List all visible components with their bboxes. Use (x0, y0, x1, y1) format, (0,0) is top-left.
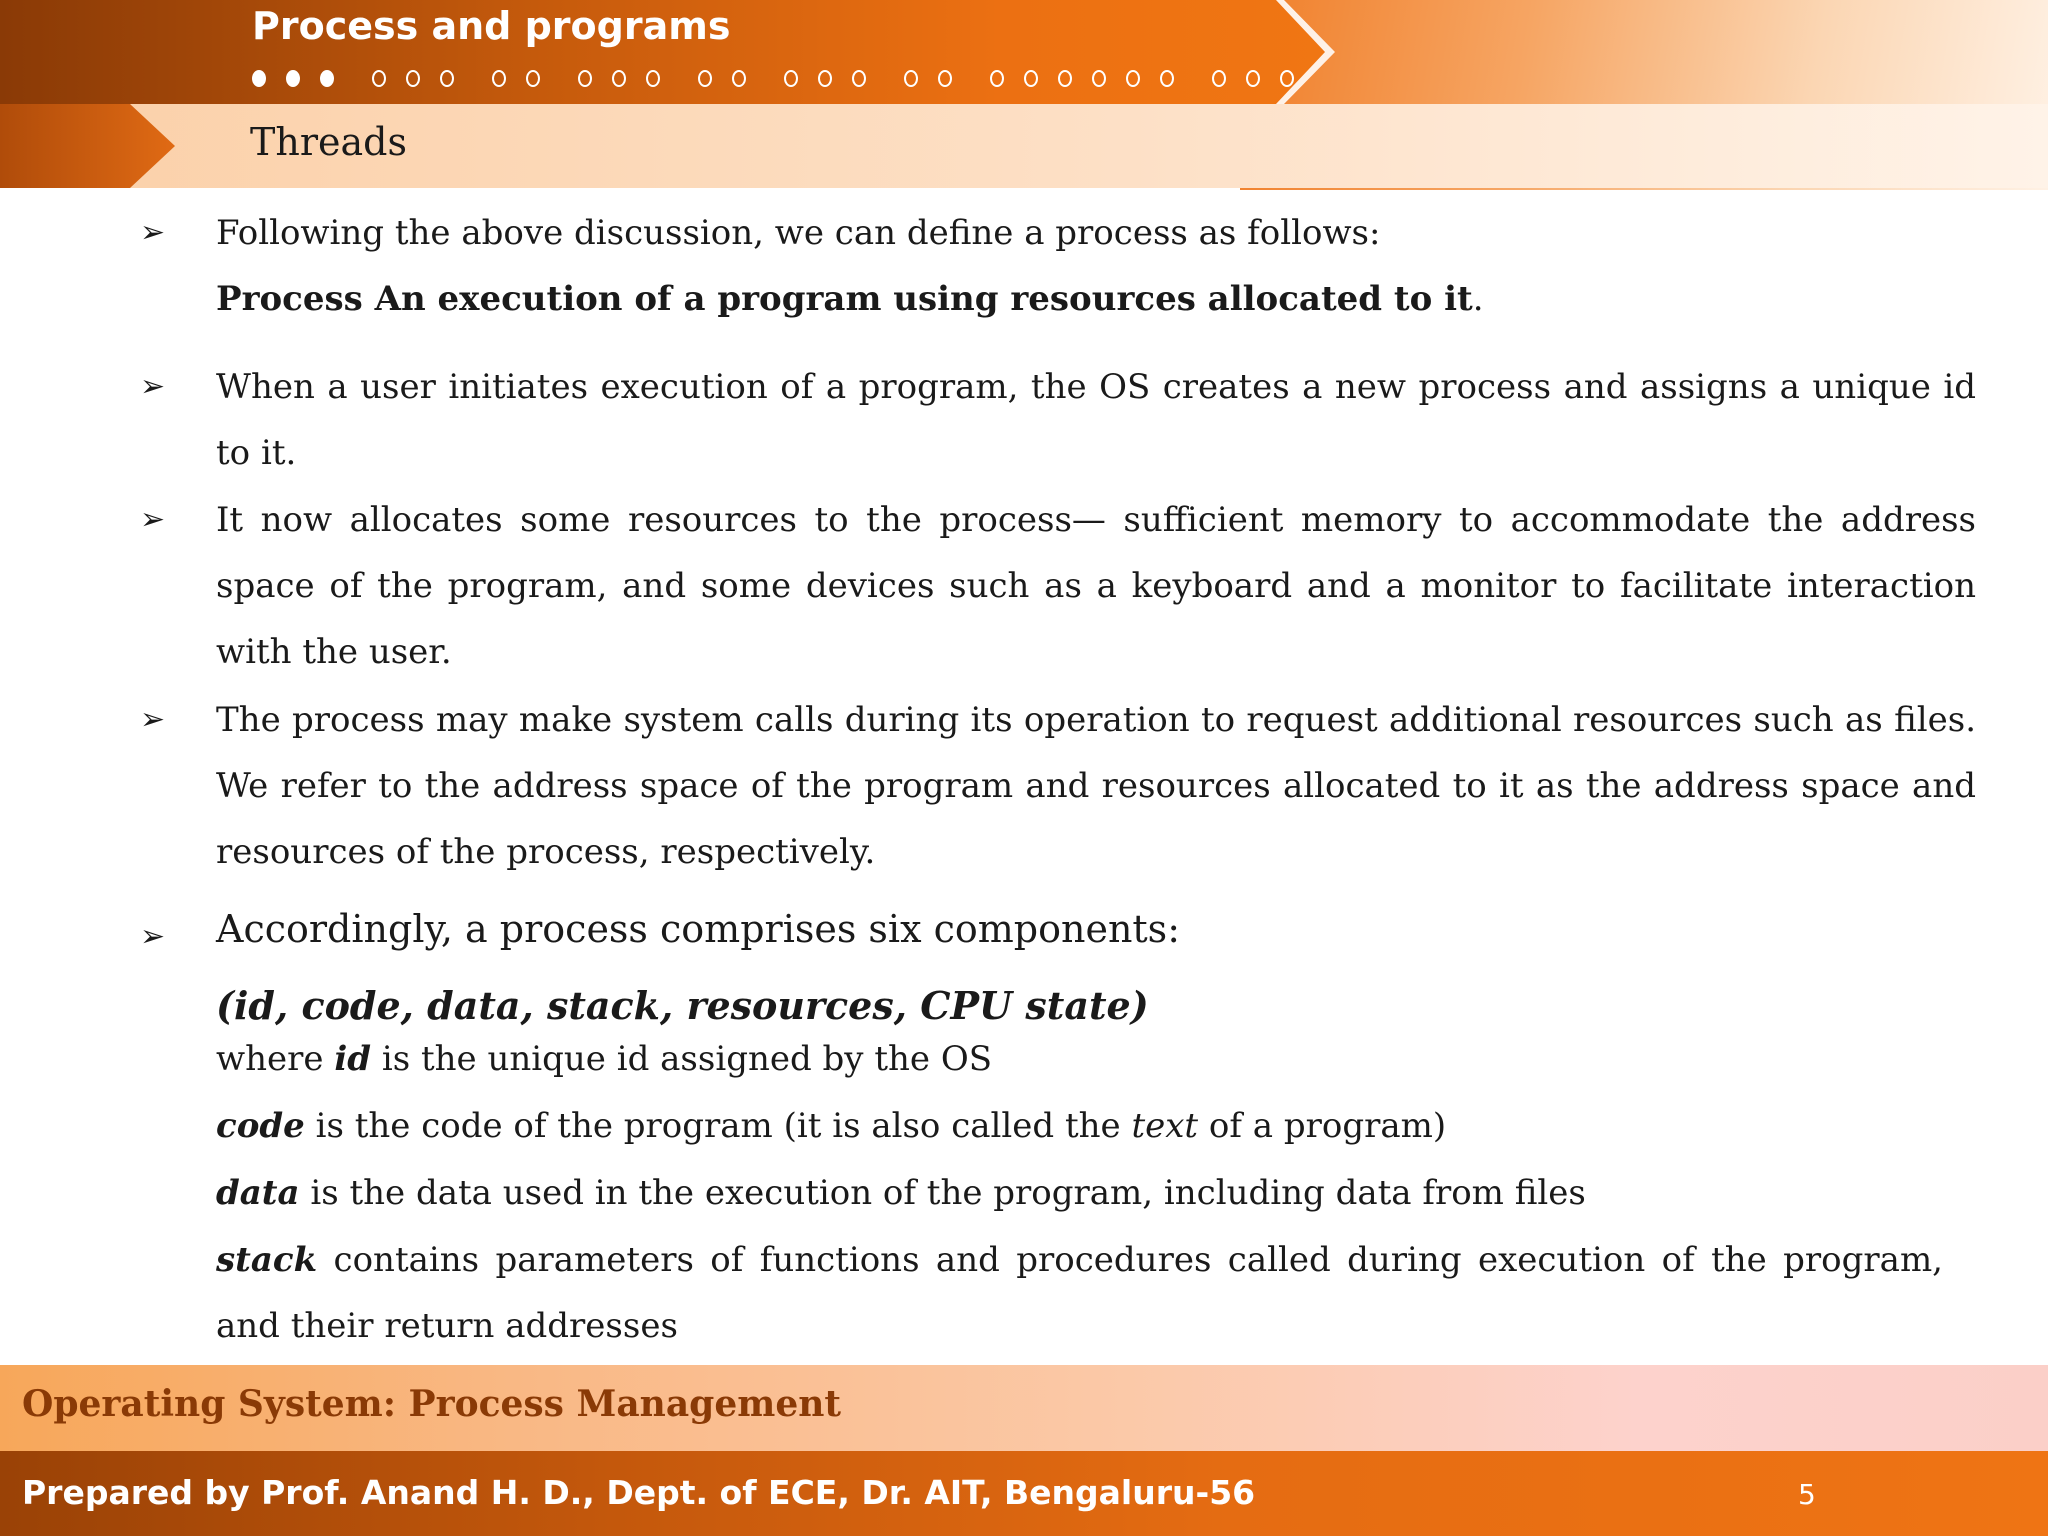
progress-dot (440, 70, 454, 87)
slide-progress-dots (252, 63, 1314, 93)
progress-dot (990, 70, 1004, 87)
arrow-bullet-icon: ➢ (140, 702, 166, 737)
text-term: text (1131, 1106, 1199, 1146)
bullet-3-text: It now allocates some resources to the process— sufficient memory to accommodate the address space of the program, and some devices such as a keyboard and a monitor to facilitate interaction with the user. (216, 500, 1976, 672)
bullet-4-text: The process may make system calls during its operation to request additional resources such as files. We refer to the address space of the program and resources allocated to it as the address space and resources of the process, respectively. (216, 700, 1976, 872)
progress-dot (492, 70, 506, 87)
progress-dot (698, 70, 712, 87)
progress-dot (1280, 70, 1294, 87)
arrow-bullet-icon: ➢ (140, 369, 166, 404)
arrow-bullet-icon: ➢ (140, 215, 166, 250)
progress-dot (612, 70, 626, 87)
page-number: 5 (1798, 1478, 1816, 1511)
stack-definition (216, 1227, 1943, 1359)
progress-dot (818, 70, 832, 87)
process-definition (216, 266, 1484, 332)
progress-dot (578, 70, 592, 87)
stack-term: stack (216, 1240, 318, 1280)
code-definition-end: of a program) (1198, 1106, 1447, 1146)
process-definition-end: . (1472, 279, 1484, 319)
data-term: data (216, 1173, 300, 1213)
progress-dot (938, 70, 952, 87)
section-title: Threads (250, 120, 407, 164)
progress-dot (784, 70, 798, 87)
stack-definition-rest: contains parameters of functions and procedures called during execution of the program, and their return addresses (216, 1240, 1943, 1346)
progress-dot (1092, 70, 1106, 87)
id-definition-rest: is the unique id assigned by the OS (371, 1039, 992, 1079)
arrow-bullet-icon: ➢ (140, 919, 166, 954)
author-credits: Prepared by Prof. Anand H. D., Dept. of ECE, Dr. AIT, Bengaluru-56 (22, 1473, 1256, 1512)
bullet-5-text: Accordingly, a process comprises six components: (216, 907, 1180, 951)
id-definition-prefix: where (216, 1039, 335, 1079)
progress-dot (526, 70, 540, 87)
process-definition-text: Process An execution of a program using resources allocated to it (216, 279, 1473, 319)
data-definition (216, 1160, 1586, 1226)
data-definition-rest: is the data used in the execution of the program, including data from files (299, 1173, 1586, 1213)
progress-dot (904, 70, 918, 87)
arrow-bullet-icon: ➢ (140, 502, 166, 537)
progress-dot-current (286, 70, 300, 87)
id-definition (216, 1026, 992, 1092)
progress-dot (406, 70, 420, 87)
progress-dot (852, 70, 866, 87)
slide-title: Process and programs (252, 4, 731, 48)
progress-dot (646, 70, 660, 87)
progress-dot-current (320, 70, 334, 87)
progress-dot (1024, 70, 1038, 87)
progress-dot (1246, 70, 1260, 87)
code-definition-rest: is the code of the program (it is also called the (304, 1106, 1132, 1146)
progress-dot (1212, 70, 1226, 87)
progress-dot (372, 70, 386, 87)
code-term: code (216, 1106, 305, 1146)
code-definition (216, 1093, 1446, 1159)
components-tuple: (id, code, data, stack, resources, CPU state) (216, 983, 1149, 1028)
progress-dot (1058, 70, 1072, 87)
course-subject: Operating System: Process Management (22, 1383, 842, 1425)
progress-dot (1126, 70, 1140, 87)
progress-dot (1160, 70, 1174, 87)
progress-dot-current (252, 70, 266, 87)
id-term: id (334, 1039, 372, 1079)
progress-dot (732, 70, 746, 87)
bullet-1-text: Following the above discussion, we can define a process as follows: (216, 213, 1381, 253)
bullet-2-text: When a user initiates execution of a program, the OS creates a new process and assigns a unique id to it. (216, 367, 1976, 473)
